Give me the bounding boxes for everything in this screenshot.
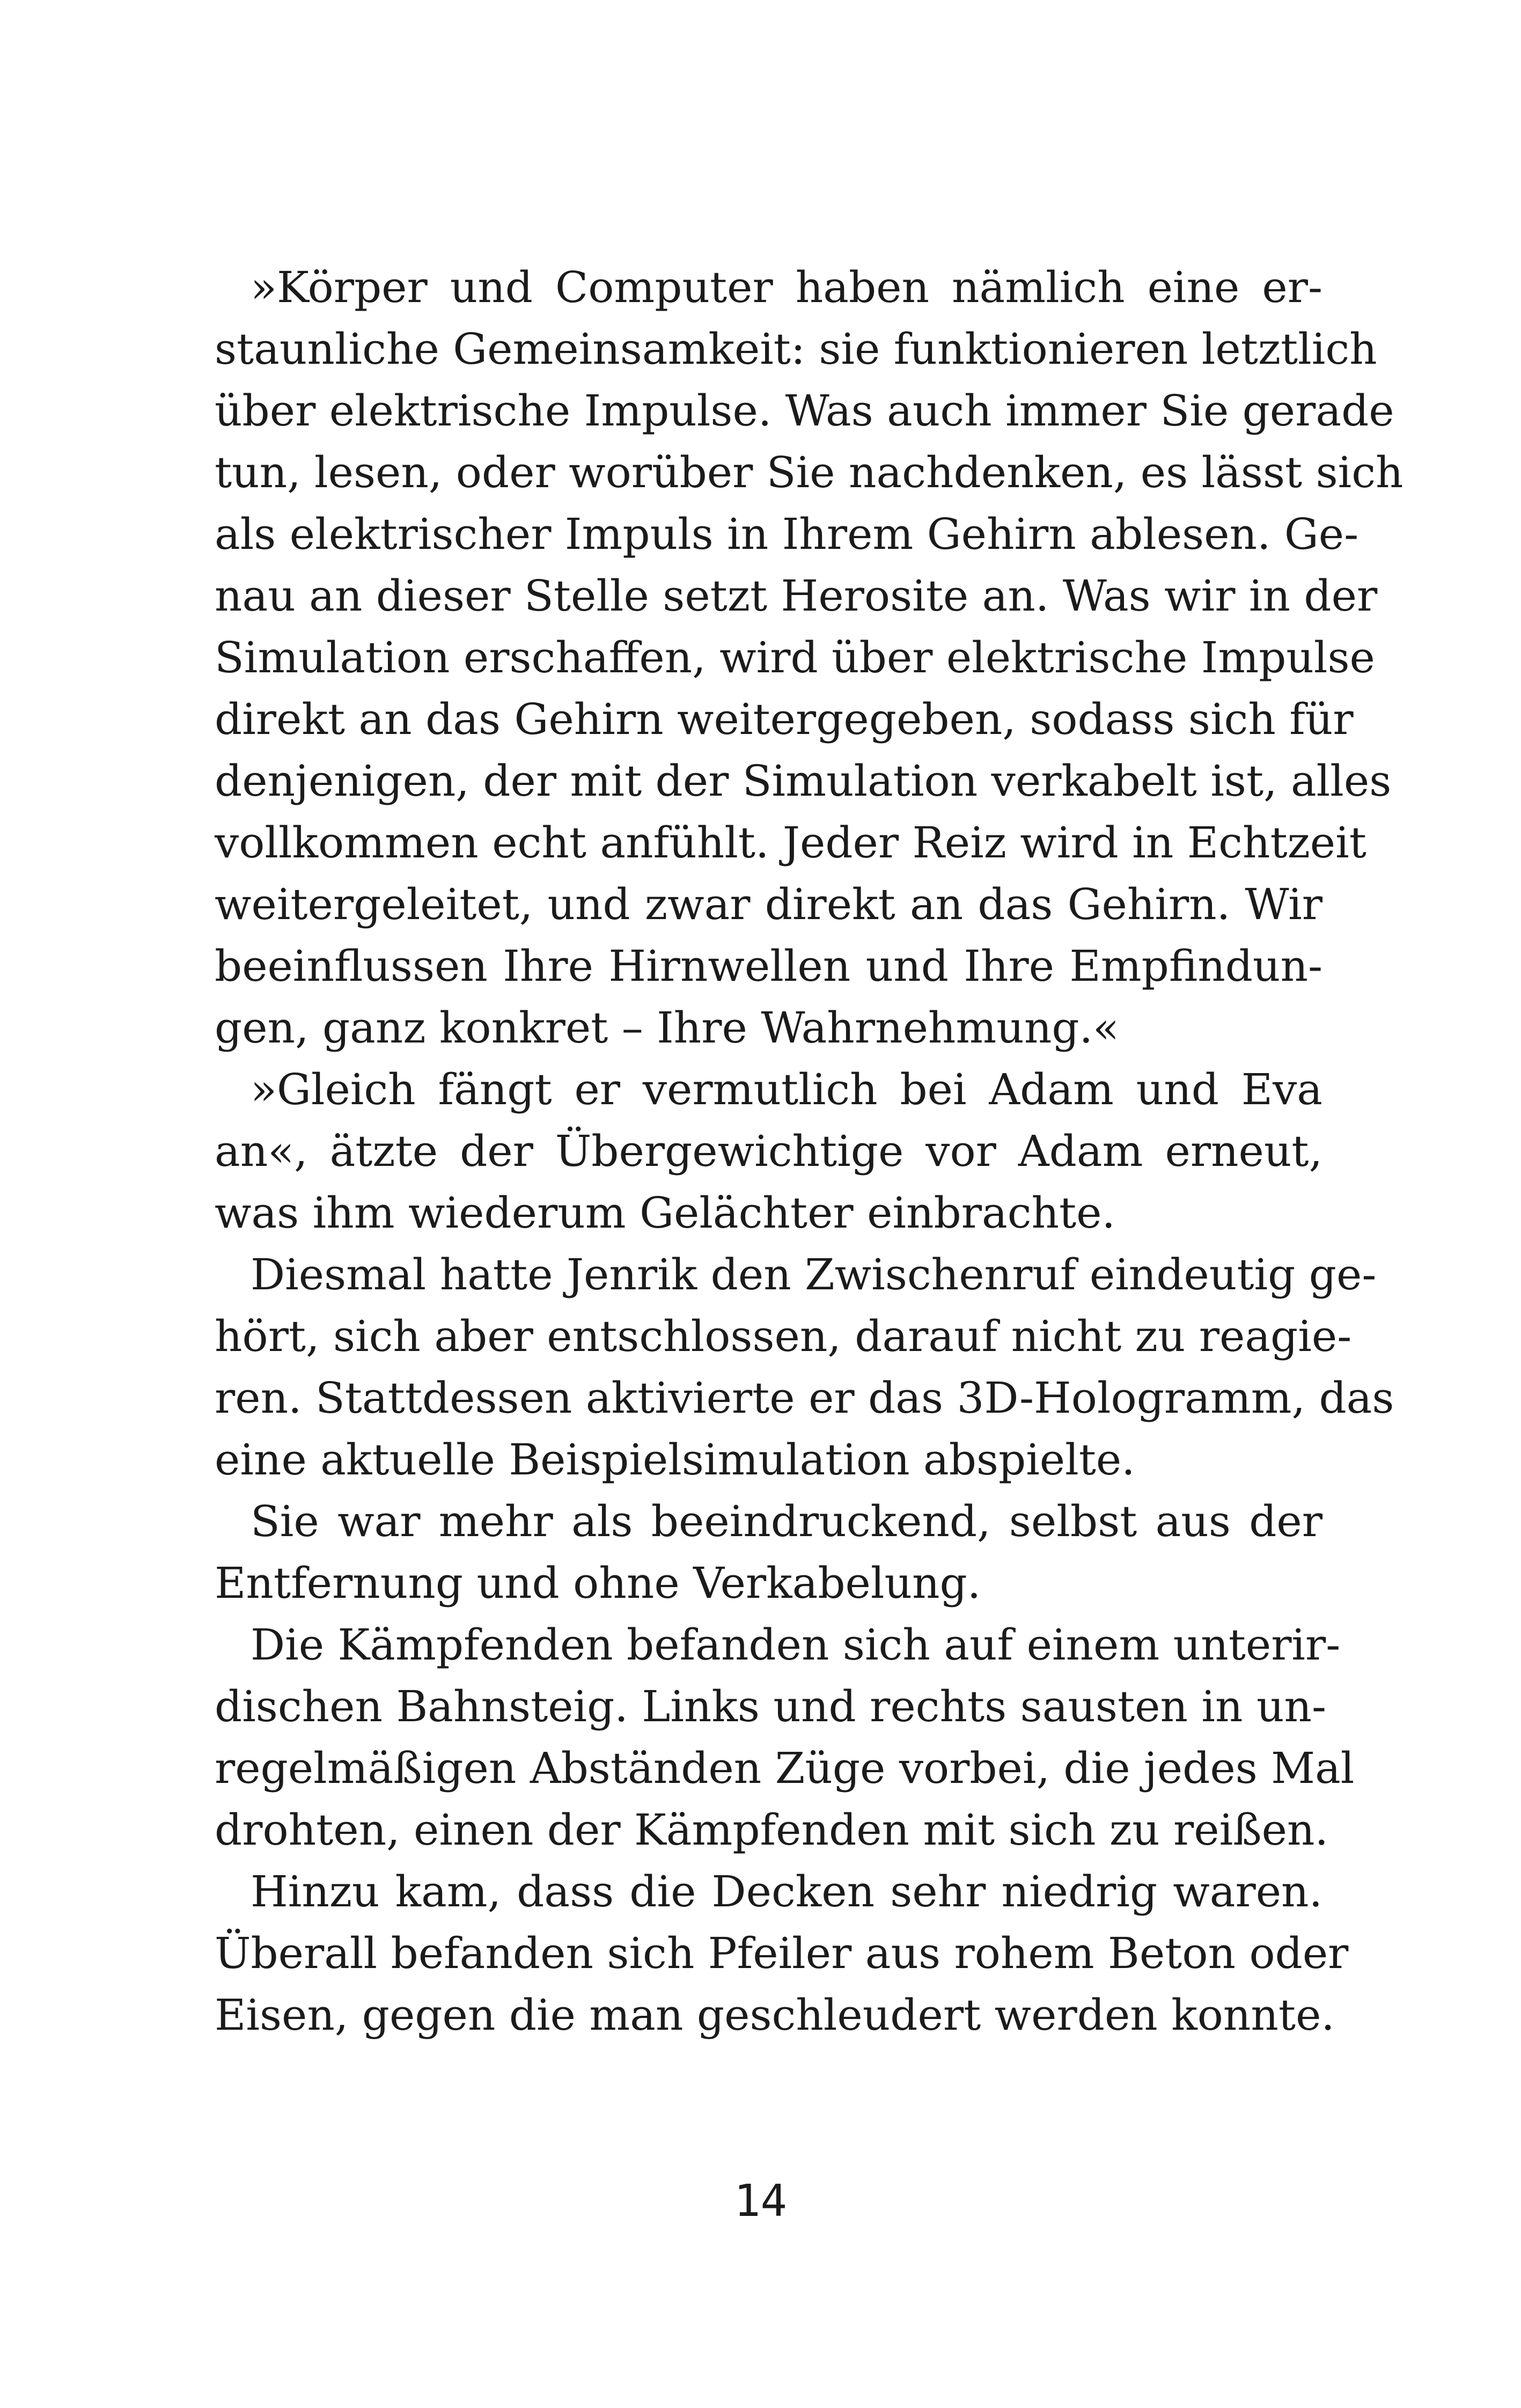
body-text xyxy=(215,256,1404,2046)
text-line: an«, ätzte der Übergewichtige vor Adam erneut, xyxy=(215,1126,1322,1176)
text-line: eine aktuelle Beispielsimulation abspielte. xyxy=(215,1435,1135,1485)
text-line: drohten, einen der Kämpfenden mit sich zu reißen. xyxy=(215,1805,1328,1855)
text-line: direkt an das Gehirn weitergegeben, sodass sich für xyxy=(215,694,1354,744)
text-line: beeinflussen Ihre Hirnwellen und Ihre Empfindun- xyxy=(215,941,1322,991)
text-line: tun, lesen, oder worüber Sie nachdenken, es lässt sich xyxy=(215,447,1404,497)
text-line: denjenigen, der mit der Simulation verkabelt ist, alles xyxy=(215,756,1392,806)
text-line: Simulation erschaffen, wird über elektrische Impulse xyxy=(215,633,1375,682)
text-line: staunliche Gemeinsamkeit: sie funktionieren letztlich xyxy=(215,324,1377,374)
text-line: Diesmal hatte Jenrik den Zwischenruf eindeutig ge- xyxy=(251,1250,1377,1300)
text-line: was ihm wiederum Gelächter einbrachte. xyxy=(215,1188,1115,1238)
text-line: nau an dieser Stelle setzt Herosite an. Was wir in der xyxy=(215,571,1378,621)
text-line: Eisen, gegen die man geschleudert werden konnte. xyxy=(215,1990,1335,2040)
text-line: über elektrische Impulse. Was auch immer Sie gerade xyxy=(215,386,1394,436)
text-line: Die Kämpfenden befanden sich auf einem unterir- xyxy=(251,1620,1341,1670)
text-line: vollkommen echt anfühlt. Jeder Reiz wird in Echtzeit xyxy=(215,818,1366,868)
text-line: »Körper und Computer haben nämlich eine er- xyxy=(251,262,1322,312)
text-line: hört, sich aber entschlossen, darauf nicht zu reagie- xyxy=(215,1311,1352,1361)
text-line: ren. Stattdessen aktivierte er das 3D-Hologramm, das xyxy=(215,1373,1394,1423)
text-line: gen, ganz konkret – Ihre Wahrnehmung.« xyxy=(215,1003,1119,1053)
text-line: regelmäßigen Abständen Züge vorbei, die jedes Mal xyxy=(215,1743,1355,1793)
text-line: Sie war mehr als beeindruckend, selbst aus der xyxy=(251,1496,1322,1546)
text-line: Überall befanden sich Pfeiler aus rohem Beton oder xyxy=(215,1928,1349,1978)
text-line: dischen Bahnsteig. Links und rechts sausten in un- xyxy=(215,1682,1327,1731)
text-line: »Gleich fängt er vermutlich bei Adam und Eva xyxy=(251,1064,1322,1114)
text-line: weitergeleitet, und zwar direkt an das Gehirn. Wir xyxy=(215,879,1322,929)
page-number: 14 xyxy=(734,2176,787,2227)
text-line: Hinzu kam, dass die Decken sehr niedrig waren. xyxy=(251,1867,1322,1917)
text-line: als elektrischer Impuls in Ihrem Gehirn ablesen. Ge- xyxy=(215,509,1359,559)
text-line: Entfernung und ohne Verkabelung. xyxy=(215,1558,981,1608)
